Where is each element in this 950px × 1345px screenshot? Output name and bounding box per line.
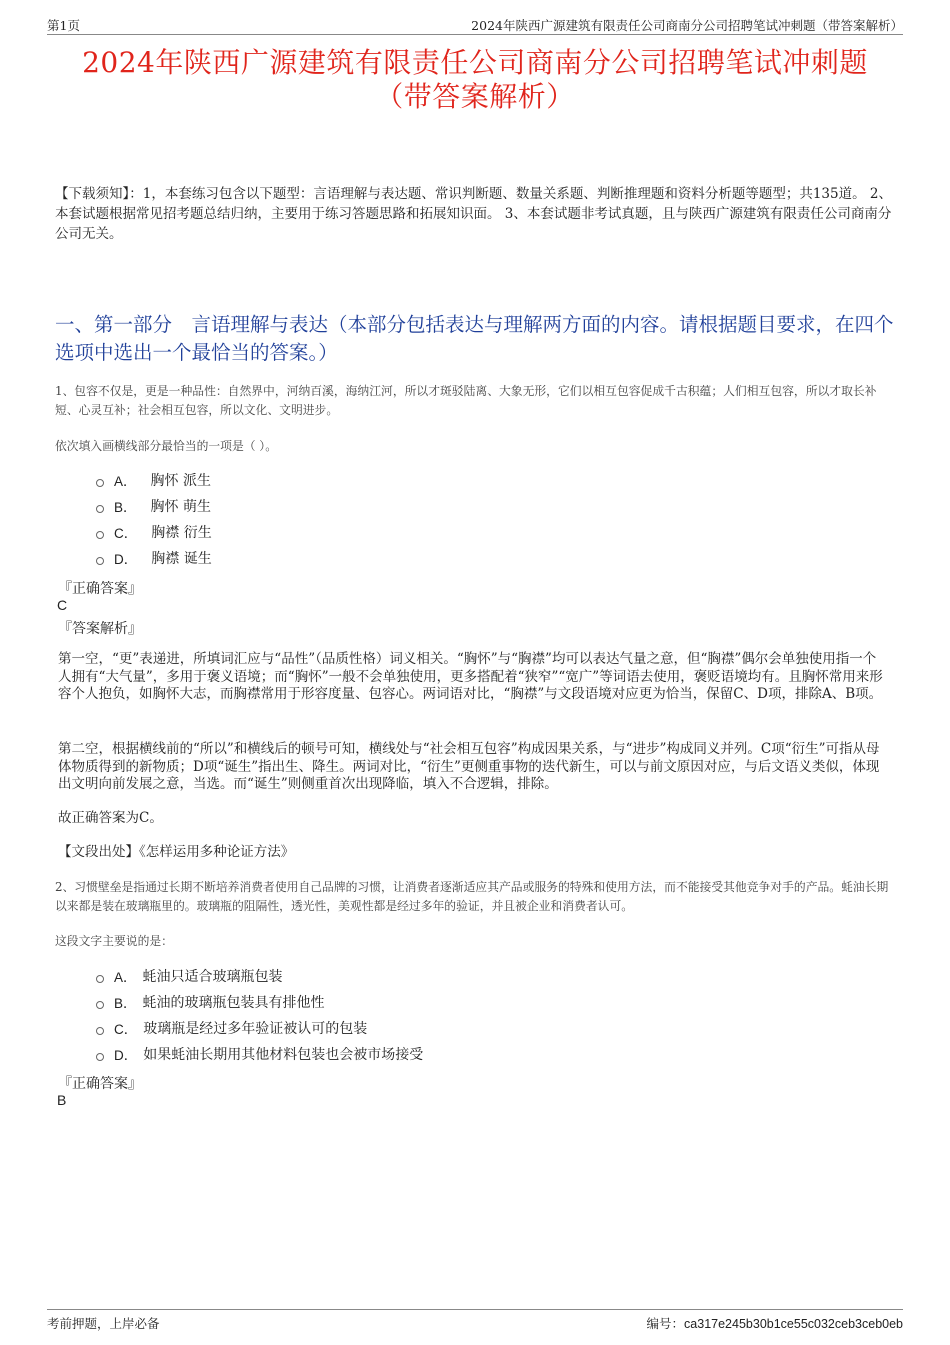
question-2-option-b[interactable] xyxy=(96,989,423,1015)
radio-icon[interactable] xyxy=(96,1053,104,1061)
question-2-answer: B xyxy=(57,1092,67,1108)
question-1-analysis-paragraph-2: 第二空，根据横线前的“所以”和横线后的顿号可知，横线处与“社会相互包容”构成因果关系，与“进步”构成同义并列。C项“衍生”可指从母体物质得到的新物质；D项“诞生”指出生、降生。两词对比，“衍生”更侧重事物的迭代新生，可以与前文原因对应，与后文语义类似，体现出文明向前发展之意，当选。而“诞生”则侧重首次出现降临，填入不合逻辑，排除。 xyxy=(58,741,880,792)
footer-slogan: 考前押题，上岸必备 xyxy=(47,1316,160,1331)
option-text: 胸襟 衍生 xyxy=(151,525,212,541)
header-doc-title: 2024年陕西广源建筑有限责任公司商南分公司招聘笔试冲刺题（带答案解析） xyxy=(471,18,903,33)
option-letter: C． xyxy=(114,1022,138,1037)
radio-icon[interactable] xyxy=(96,1027,104,1035)
option-letter: B． xyxy=(114,996,137,1011)
option-text: 如果蚝油长期用其他材料包装也会被市场接受 xyxy=(143,1047,424,1063)
question-1-stem: 1、包容不仅是，更是一种品性：自然界中，河纳百溪，海纳江河，所以才斑驳陆离、大象无形，它们以相互包容促成千古积蕴；人们相互包容，所以才取长补短、心灵互补；社会相互包容，所以文化、文明进步。 xyxy=(55,384,877,417)
question-1-analysis-label: 『答案解析』 xyxy=(58,621,142,637)
option-letter: A． xyxy=(114,970,137,985)
option-text: 胸襟 诞生 xyxy=(151,551,212,567)
radio-icon[interactable] xyxy=(96,557,104,565)
option-letter: B． xyxy=(114,500,137,515)
option-text: 玻璃瓶是经过多年验证被认可的包装 xyxy=(143,1021,368,1037)
section-title: 一、第一部分 言语理解与表达（本部分包括表达与理解两方面的内容。请根据题目要求，在四个选项中选出一个最恰当的答案。） xyxy=(55,313,894,364)
option-letter: D． xyxy=(114,1048,138,1063)
option-letter: C． xyxy=(114,526,138,541)
question-1-options xyxy=(96,467,212,571)
question-1-analysis-paragraph-1: 第一空，“更”表递进，所填词汇应与“品性”（品质性格）词义相关。“胸怀”与“胸襟”均可以表达气量之意，但“胸襟”偶尔会单独使用指一个人拥有“大气量”，多用于褒义语境；而“胸怀”一般不会单独使用，更多搭配着“狭窄”“宽广”等词语去使用，褒贬语境均有。且胸怀常用来形容个人抱负，如胸怀大志，而胸襟常用于形容度量、包容心。两词语对比，“胸襟”与文段语境对应更为恰当，保留C、D项，排除A、B项。 xyxy=(58,651,883,702)
radio-icon[interactable] xyxy=(96,505,104,513)
question-2-option-d[interactable] xyxy=(96,1041,423,1067)
page-header xyxy=(47,14,903,35)
question-1-option-a[interactable] xyxy=(96,467,212,493)
question-1-option-c[interactable] xyxy=(96,519,212,545)
question-2-answer-label: 『正确答案』 xyxy=(58,1076,142,1092)
question-1-conclusion: 故正确答案为C。 xyxy=(58,810,163,826)
option-letter: A． xyxy=(114,474,137,489)
option-text: 胸怀 萌生 xyxy=(150,499,211,515)
question-1-answer-label: 『正确答案』 xyxy=(58,581,142,597)
question-1-option-b[interactable] xyxy=(96,493,212,519)
question-2-option-a[interactable] xyxy=(96,963,423,989)
question-1-answer: C xyxy=(57,597,68,613)
radio-icon[interactable] xyxy=(96,1001,104,1009)
footer-code-label: 编号： xyxy=(646,1316,685,1331)
title-line-2: （带答案解析） xyxy=(375,80,575,113)
radio-icon[interactable] xyxy=(96,479,104,487)
page-number: 第1页 xyxy=(47,18,80,33)
option-text: 蚝油的玻璃瓶包装具有排他性 xyxy=(142,995,325,1011)
question-2-option-c[interactable] xyxy=(96,1015,423,1041)
question-1-source: 【文段出处】《怎样运用多种论证方法》 xyxy=(58,844,295,860)
radio-icon[interactable] xyxy=(96,531,104,539)
title-line-1: 2024年陕西广源建筑有限责任公司商南分公司招聘笔试冲刺题 xyxy=(82,46,868,79)
question-1-option-d[interactable] xyxy=(96,545,212,571)
option-text: 蚝油只适合玻璃瓶包装 xyxy=(142,969,283,985)
question-2-prompt: 这段文字主要说的是： xyxy=(55,934,173,948)
question-1-prompt: 依次填入画横线部分最恰当的一项是（ ）。 xyxy=(55,439,277,453)
footer-code-value: ca317e245b30b1ce55c032ceb3ceb0eb xyxy=(684,1317,903,1331)
download-notice: 【下载须知】：1，本套练习包含以下题型：言语理解与表达题、常识判断题、数量关系题、判断推理题和资料分析题等题型；共135道。 2、本套试题根据常见招考题总结归纳，主要用于练习答题思路和拓展知识面。 3、本套试题非考试真题，且与陕西广源建筑有限责任公司商南分公司无关。 xyxy=(55,186,892,242)
footer-code xyxy=(647,1314,903,1332)
option-letter: D． xyxy=(114,552,138,567)
page-footer xyxy=(47,1309,903,1331)
question-2-stem: 2、习惯壁垒是指通过长期不断培养消费者使用自己品牌的习惯，让消费者逐渐适应其产品或服务的特殊和使用方法，而不能接受其他竞争对手的产品。蚝油长期以来都是装在玻璃瓶里的。玻璃瓶的阻隔性，透光性，美观性都是经过多年的验证，并且被企业和消费者认可。 xyxy=(55,880,889,913)
option-text: 胸怀 派生 xyxy=(150,473,211,489)
document-title xyxy=(47,46,903,114)
radio-icon[interactable] xyxy=(96,975,104,983)
question-2-options xyxy=(96,963,423,1067)
